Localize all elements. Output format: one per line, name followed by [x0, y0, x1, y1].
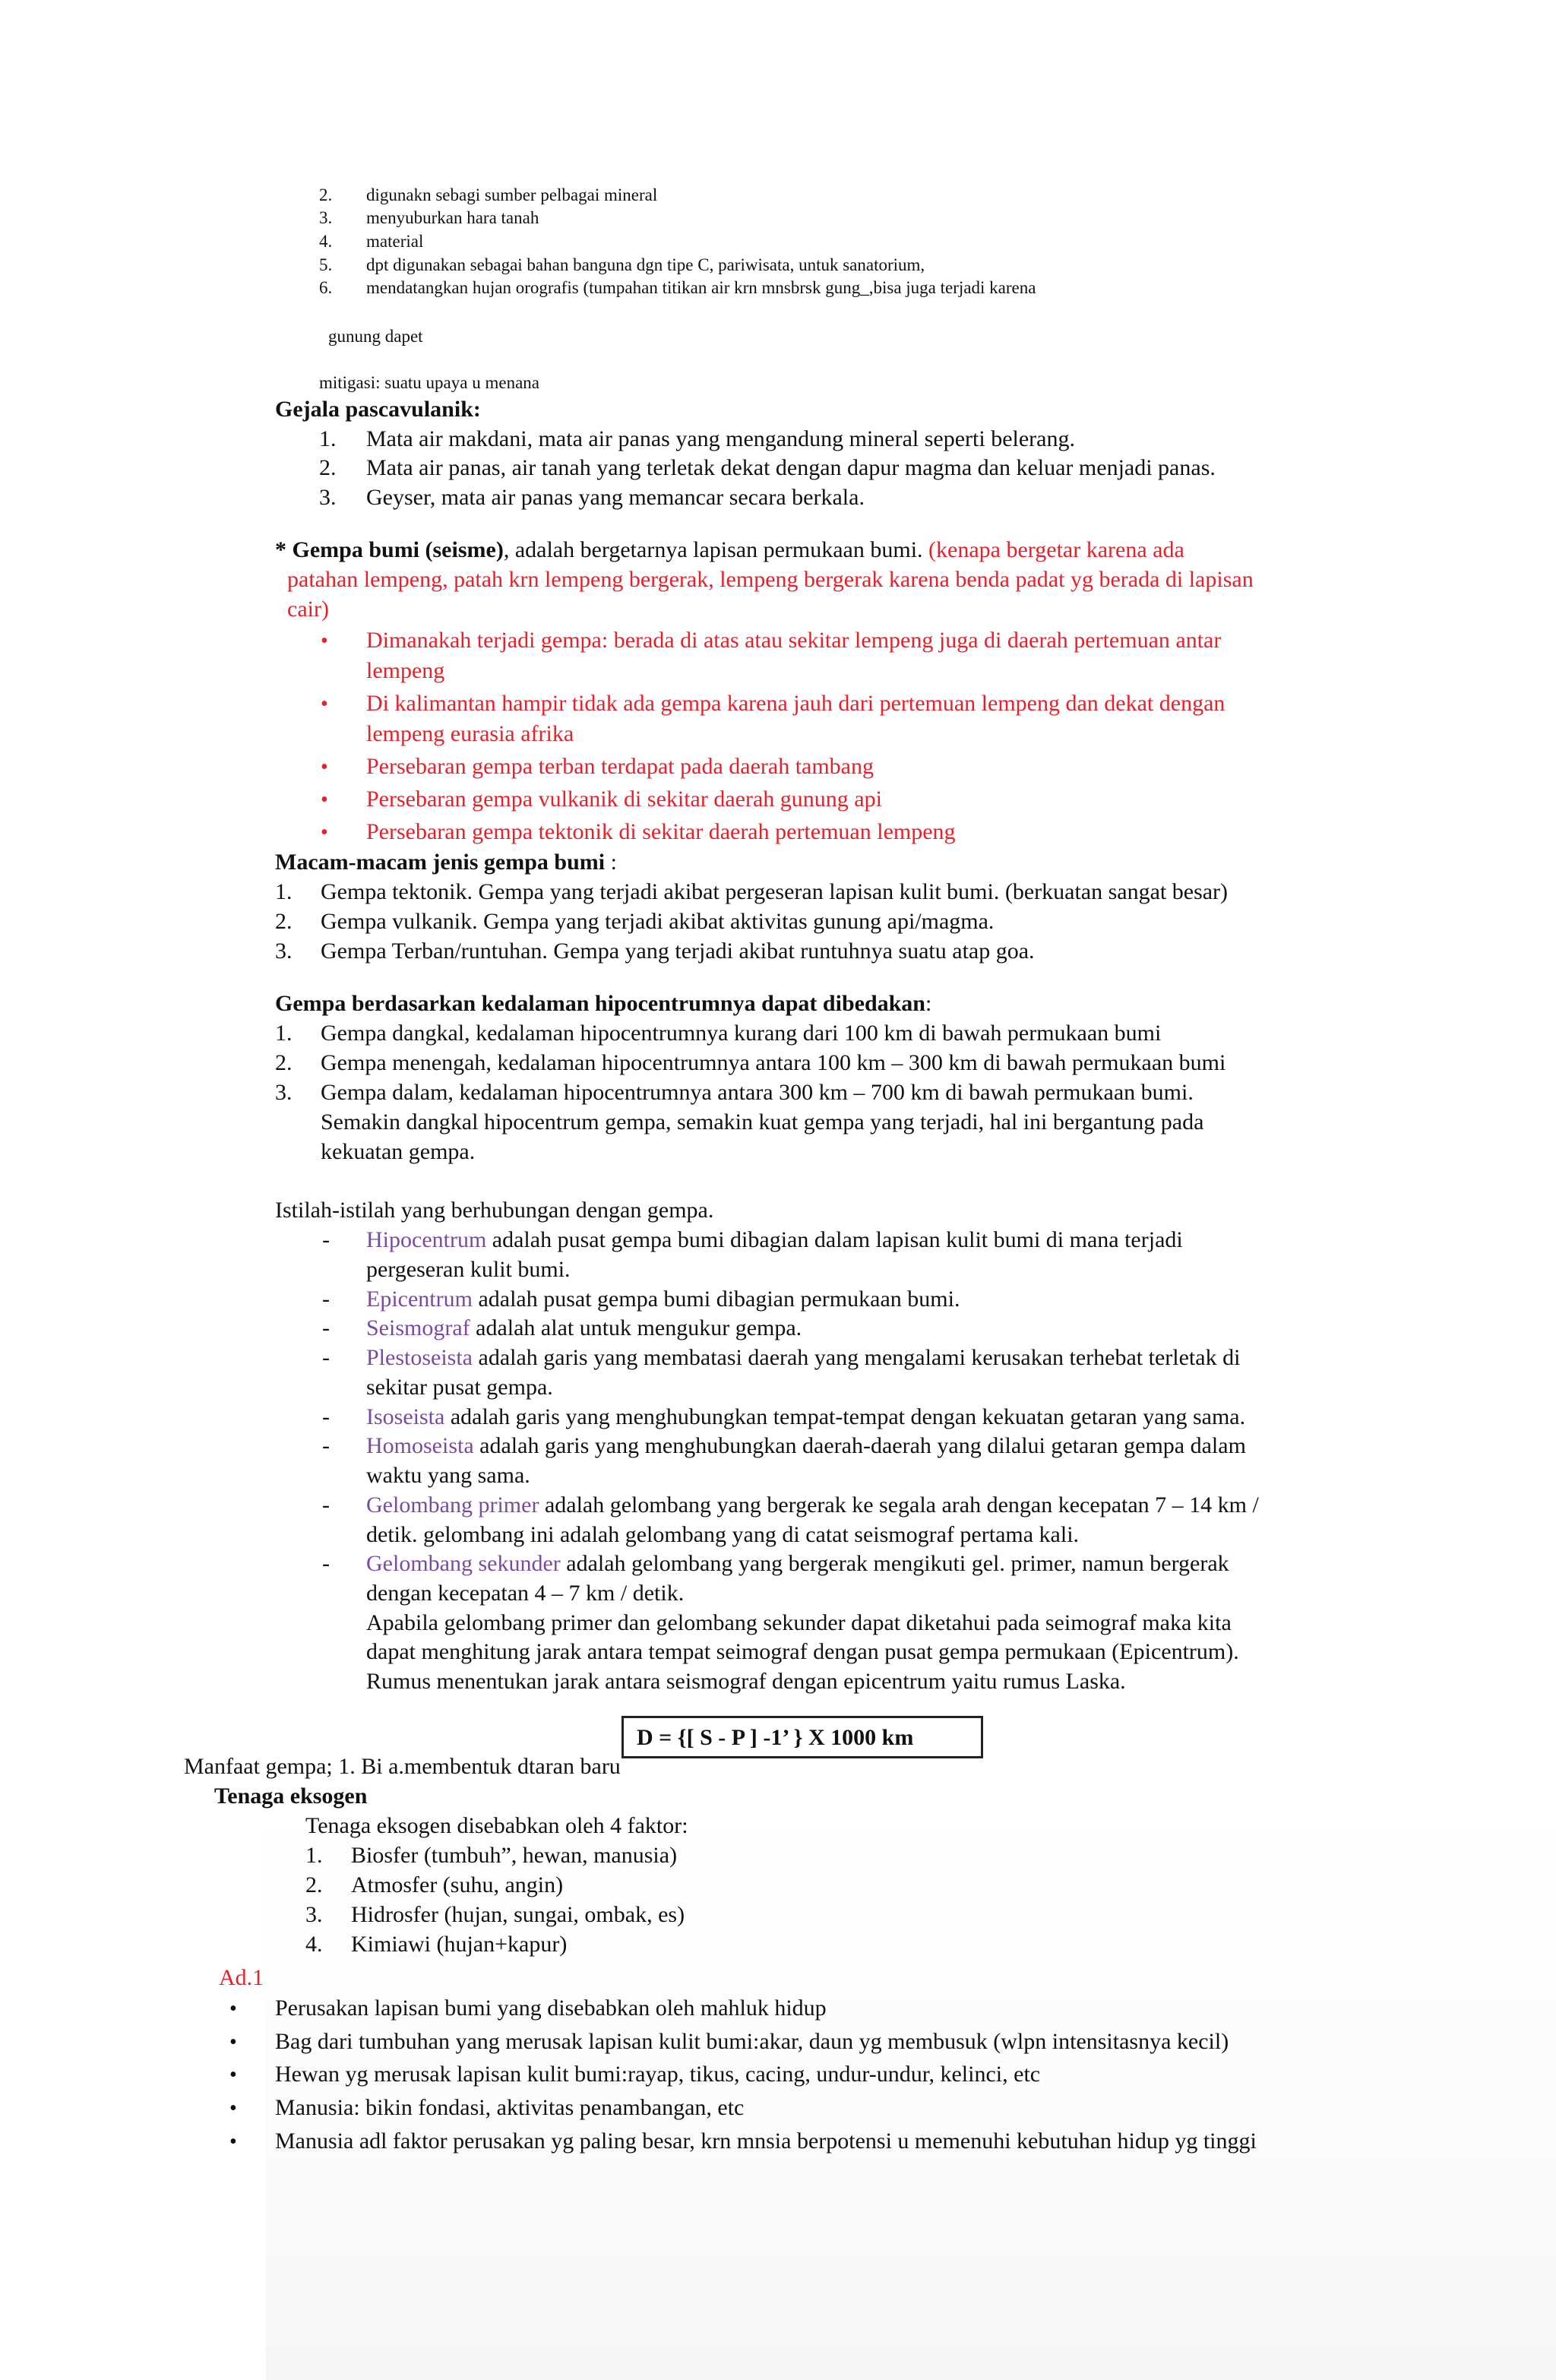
bullet-marker: • — [229, 2030, 237, 2054]
bullet-text: Bag dari tumbuhan yang merusak lapisan kulit bumi:akar, daun yg membusuk (wlpn intensitasnya kecil) — [275, 2029, 1229, 2054]
list-item-text: Hidrosfer (hujan, sungai, ombak, es) — [351, 1902, 685, 1927]
bullet-marker: • — [321, 788, 328, 812]
term-definition: adalah pusat gempa bumi dibagian dalam lapisan kulit bumi di mana terjadi — [486, 1227, 1183, 1252]
list-number: 2. — [319, 185, 333, 204]
list-item-text: Gempa vulkanik. Gempa yang terjadi akibat aktivitas gunung api/magma. — [321, 909, 995, 934]
term-line — [366, 1226, 1183, 1255]
section-heading — [275, 989, 931, 1018]
list-number: 2. — [275, 909, 293, 934]
list-number: 2. — [305, 1872, 323, 1897]
bullet-text: lempeng eurasia afrika — [366, 721, 574, 746]
list-item-text: Atmosfer (suhu, angin) — [351, 1872, 564, 1897]
term-definition: pergeseran kulit bumi. — [366, 1257, 571, 1282]
list-item-text: Gempa dangkal, kedalaman hipocentrumnya kurang dari 100 km di bawah permukaan bumi — [321, 1021, 1162, 1046]
bullet-text: Dimanakah terjadi gempa: berada di atas atau sekitar lempeng juga di daerah pertemuan antar — [366, 628, 1222, 653]
list-item-text: Gempa dalam, kedalaman hipocentrumnya antara 300 km – 700 km di bawah permukaan bumi. — [321, 1080, 1194, 1105]
list-number: 1. — [305, 1843, 323, 1868]
bullet-text: Persebaran gempa vulkanik di sekitar daerah gunung api — [366, 786, 882, 812]
section-heading — [275, 848, 617, 877]
term-line — [366, 1285, 960, 1314]
term-name: Plestoseista — [366, 1345, 473, 1370]
term-line — [366, 1549, 1229, 1578]
list-number: 2. — [319, 455, 337, 480]
dash-marker: - — [322, 1404, 330, 1429]
bullet-text: Perusakan lapisan bumi yang disebabkan oleh mahluk hidup — [275, 1995, 827, 2021]
gunung-dapet-text: gunung dapet — [328, 327, 423, 346]
list-item-text: digunakn sebagi sumber pelbagai mineral — [366, 185, 658, 204]
list-number: 4. — [305, 1932, 323, 1957]
gempa-definition-line — [275, 536, 1184, 565]
list-number: 3. — [305, 1902, 323, 1927]
term-definition: detik. gelombang ini adalah gelombang yang di catat seismograf pertama kali. — [366, 1522, 1080, 1547]
section-heading: Istilah-istilah yang berhubungan dengan gempa. — [275, 1198, 714, 1223]
star-marker: * — [275, 537, 293, 562]
bullet-marker: • — [229, 2097, 237, 2120]
term-definition: adalah pusat gempa bumi dibagian permukaan bumi. — [472, 1287, 960, 1312]
dash-marker: - — [322, 1227, 330, 1252]
list-number: 1. — [275, 1021, 293, 1046]
term-line — [366, 1491, 1259, 1520]
ad-label: Ad.1 — [219, 1965, 264, 1990]
gempa-definition: , adalah bergetarnya lapisan permukaan bumi. — [503, 537, 929, 562]
bullet-marker: • — [229, 2130, 237, 2154]
manfaat-text: Manfaat gempa; 1. Bi a.membentuk dtaran baru — [184, 1754, 621, 1779]
kedalaman-heading: Gempa berdasarkan kedalaman hipocentrumnya dapat dibedakan — [275, 991, 925, 1016]
list-item-text: menyuburkan hara tanah — [366, 208, 539, 227]
list-number: 5. — [319, 255, 333, 274]
list-item-text: material — [366, 232, 424, 251]
bullet-marker: • — [321, 821, 328, 844]
term-definition: adalah garis yang membatasi daerah yang mengalami kerusakan terhebat terletak di — [473, 1345, 1241, 1370]
term-line — [366, 1343, 1240, 1372]
gempa-note: patahan lempeng, patah krn lempeng bergerak, lempeng bergerak karena benda padat yg berada di lapisan — [287, 567, 1254, 592]
dash-marker: - — [322, 1492, 330, 1518]
list-item-text: mendatangkan hujan orografis (tumpahan titikan air krn mnsbrsk gung_,bisa juga terjadi karena — [366, 278, 1036, 297]
list-number: 2. — [275, 1050, 293, 1075]
term-name: Homoseista — [366, 1433, 474, 1458]
term-name: Epicentrum — [366, 1287, 473, 1312]
list-item-text: Geyser, mata air panas yang memancar secara berkala. — [366, 485, 865, 510]
term-definition: adalah alat untuk mengukur gempa. — [470, 1315, 802, 1340]
term-definition: adalah garis yang menghubungkan daerah-daerah yang dilalui getaran gempa dalam — [473, 1433, 1246, 1458]
gempa-note: cair) — [287, 597, 329, 622]
list-number: 3. — [275, 1080, 293, 1105]
gempa-note: (kenapa bergetar karena ada — [928, 537, 1184, 562]
dash-marker: - — [322, 1287, 330, 1312]
term-name: Gelombang primer — [366, 1492, 539, 1518]
term-definition: waktu yang sama. — [366, 1463, 530, 1488]
bullet-text: Di kalimantan hampir tidak ada gempa karena jauh dari pertemuan lempeng dan dekat dengan — [366, 691, 1226, 716]
heading-suffix: : — [605, 850, 617, 875]
term-name: Isoseista — [366, 1404, 445, 1429]
dash-marker: - — [322, 1433, 330, 1458]
list-item-text: kekuatan gempa. — [321, 1139, 476, 1164]
gempa-title: Gempa bumi (seisme) — [292, 537, 504, 562]
bullet-marker: • — [229, 2063, 237, 2087]
term-name: Seismograf — [366, 1315, 470, 1340]
macam-heading: Macam-macam jenis gempa bumi — [275, 850, 606, 875]
list-number: 1. — [275, 879, 293, 904]
list-item-text: Gempa Terban/runtuhan. Gempa yang terjadi akibat runtuhnya suatu atap goa. — [321, 938, 1035, 964]
bullet-text: Hewan yg merusak lapisan kulit bumi:rayap, tikus, cacing, undur-undur, kelinci, etc — [275, 2062, 1041, 2087]
eksogen-lead: Tenaga eksogen disebabkan oleh 4 faktor: — [305, 1813, 688, 1838]
term-line — [366, 1403, 1245, 1432]
term-name: Hipocentrum — [366, 1227, 487, 1252]
mitigasi-text: mitigasi: suatu upaya u menana — [319, 373, 539, 392]
term-line — [366, 1314, 802, 1343]
term-definition: Apabila gelombang primer dan gelombang sekunder dapat diketahui pada seimograf maka kita — [366, 1610, 1232, 1635]
list-item-text: Mata air panas, air tanah yang terletak dekat dengan dapur magma dan keluar menjadi panas. — [366, 455, 1216, 480]
bullet-text: Persebaran gempa terban terdapat pada daerah tambang — [366, 754, 874, 779]
term-definition: adalah gelombang yang bergerak mengikuti gel. primer, namun bergerak — [560, 1551, 1229, 1576]
list-item-text: Gempa menengah, kedalaman hipocentrumnya antara 100 km – 300 km di bawah permukaan bumi — [321, 1050, 1226, 1075]
term-definition: adalah gelombang yang bergerak ke segala arah dengan kecepatan 7 – 14 km / — [539, 1492, 1259, 1518]
term-definition: adalah garis yang menghubungkan tempat-tempat dengan kekuatan getaran yang sama. — [444, 1404, 1246, 1429]
term-definition: sekitar pusat gempa. — [366, 1375, 553, 1400]
list-number: 6. — [319, 278, 333, 297]
term-name: Gelombang sekunder — [366, 1551, 561, 1576]
bullet-text: Manusia: bikin fondasi, aktivitas penambangan, etc — [275, 2095, 745, 2120]
bullet-text: lempeng — [366, 658, 445, 683]
bullet-marker: • — [321, 755, 328, 779]
bullet-text: Manusia adl faktor perusakan yg paling besar, krn mnsia berpotensi u memenuhi kebutuhan hidup yg tinggi — [275, 2128, 1257, 2154]
dash-marker: - — [322, 1315, 330, 1340]
term-line — [366, 1432, 1246, 1461]
dash-marker: - — [322, 1345, 330, 1370]
term-definition: dengan kecepatan 4 – 7 km / detik. — [366, 1581, 685, 1606]
list-item-text: Kimiawi (hujan+kapur) — [351, 1932, 568, 1957]
list-number: 3. — [319, 485, 337, 510]
list-number: 3. — [319, 208, 333, 227]
list-item-text: dpt digunakan sebagai bahan banguna dgn tipe C, pariwisata, untuk sanatorium, — [366, 255, 925, 274]
bullet-text: Persebaran gempa tektonik di sekitar daerah pertemuan lempeng — [366, 819, 956, 844]
section-heading: Tenaga eksogen — [214, 1783, 368, 1809]
dash-marker: - — [322, 1551, 330, 1576]
term-definition: Rumus menentukan jarak antara seismograf dengan epicentrum yaitu rumus Laska. — [366, 1669, 1126, 1694]
laska-formula: D = {[ S - P ] -1’ } X 1000 km — [637, 1725, 914, 1750]
bullet-marker: • — [229, 1997, 237, 2021]
list-item-text: Biosfer (tumbuh”, hewan, manusia) — [351, 1843, 678, 1868]
list-number: 1. — [319, 426, 337, 451]
section-heading: Gejala pascavulanik: — [275, 397, 481, 422]
list-item-text: Semakin dangkal hipocentrum gempa, semakin kuat gempa yang terjadi, hal ini bergantung pada — [321, 1109, 1204, 1135]
heading-suffix: : — [925, 991, 932, 1016]
bullet-marker: • — [321, 692, 328, 716]
list-number: 4. — [319, 232, 333, 251]
term-definition: dapat menghitung jarak antara tempat seimograf dengan pusat gempa permukaan (Epicentrum). — [366, 1639, 1239, 1664]
list-item-text: Mata air makdani, mata air panas yang mengandung mineral seperti belerang. — [366, 426, 1075, 451]
list-number: 3. — [275, 938, 293, 964]
bullet-marker: • — [321, 629, 328, 653]
list-item-text: Gempa tektonik. Gempa yang terjadi akibat pergeseran lapisan kulit bumi. (berkuatan sangat besar) — [321, 879, 1229, 904]
